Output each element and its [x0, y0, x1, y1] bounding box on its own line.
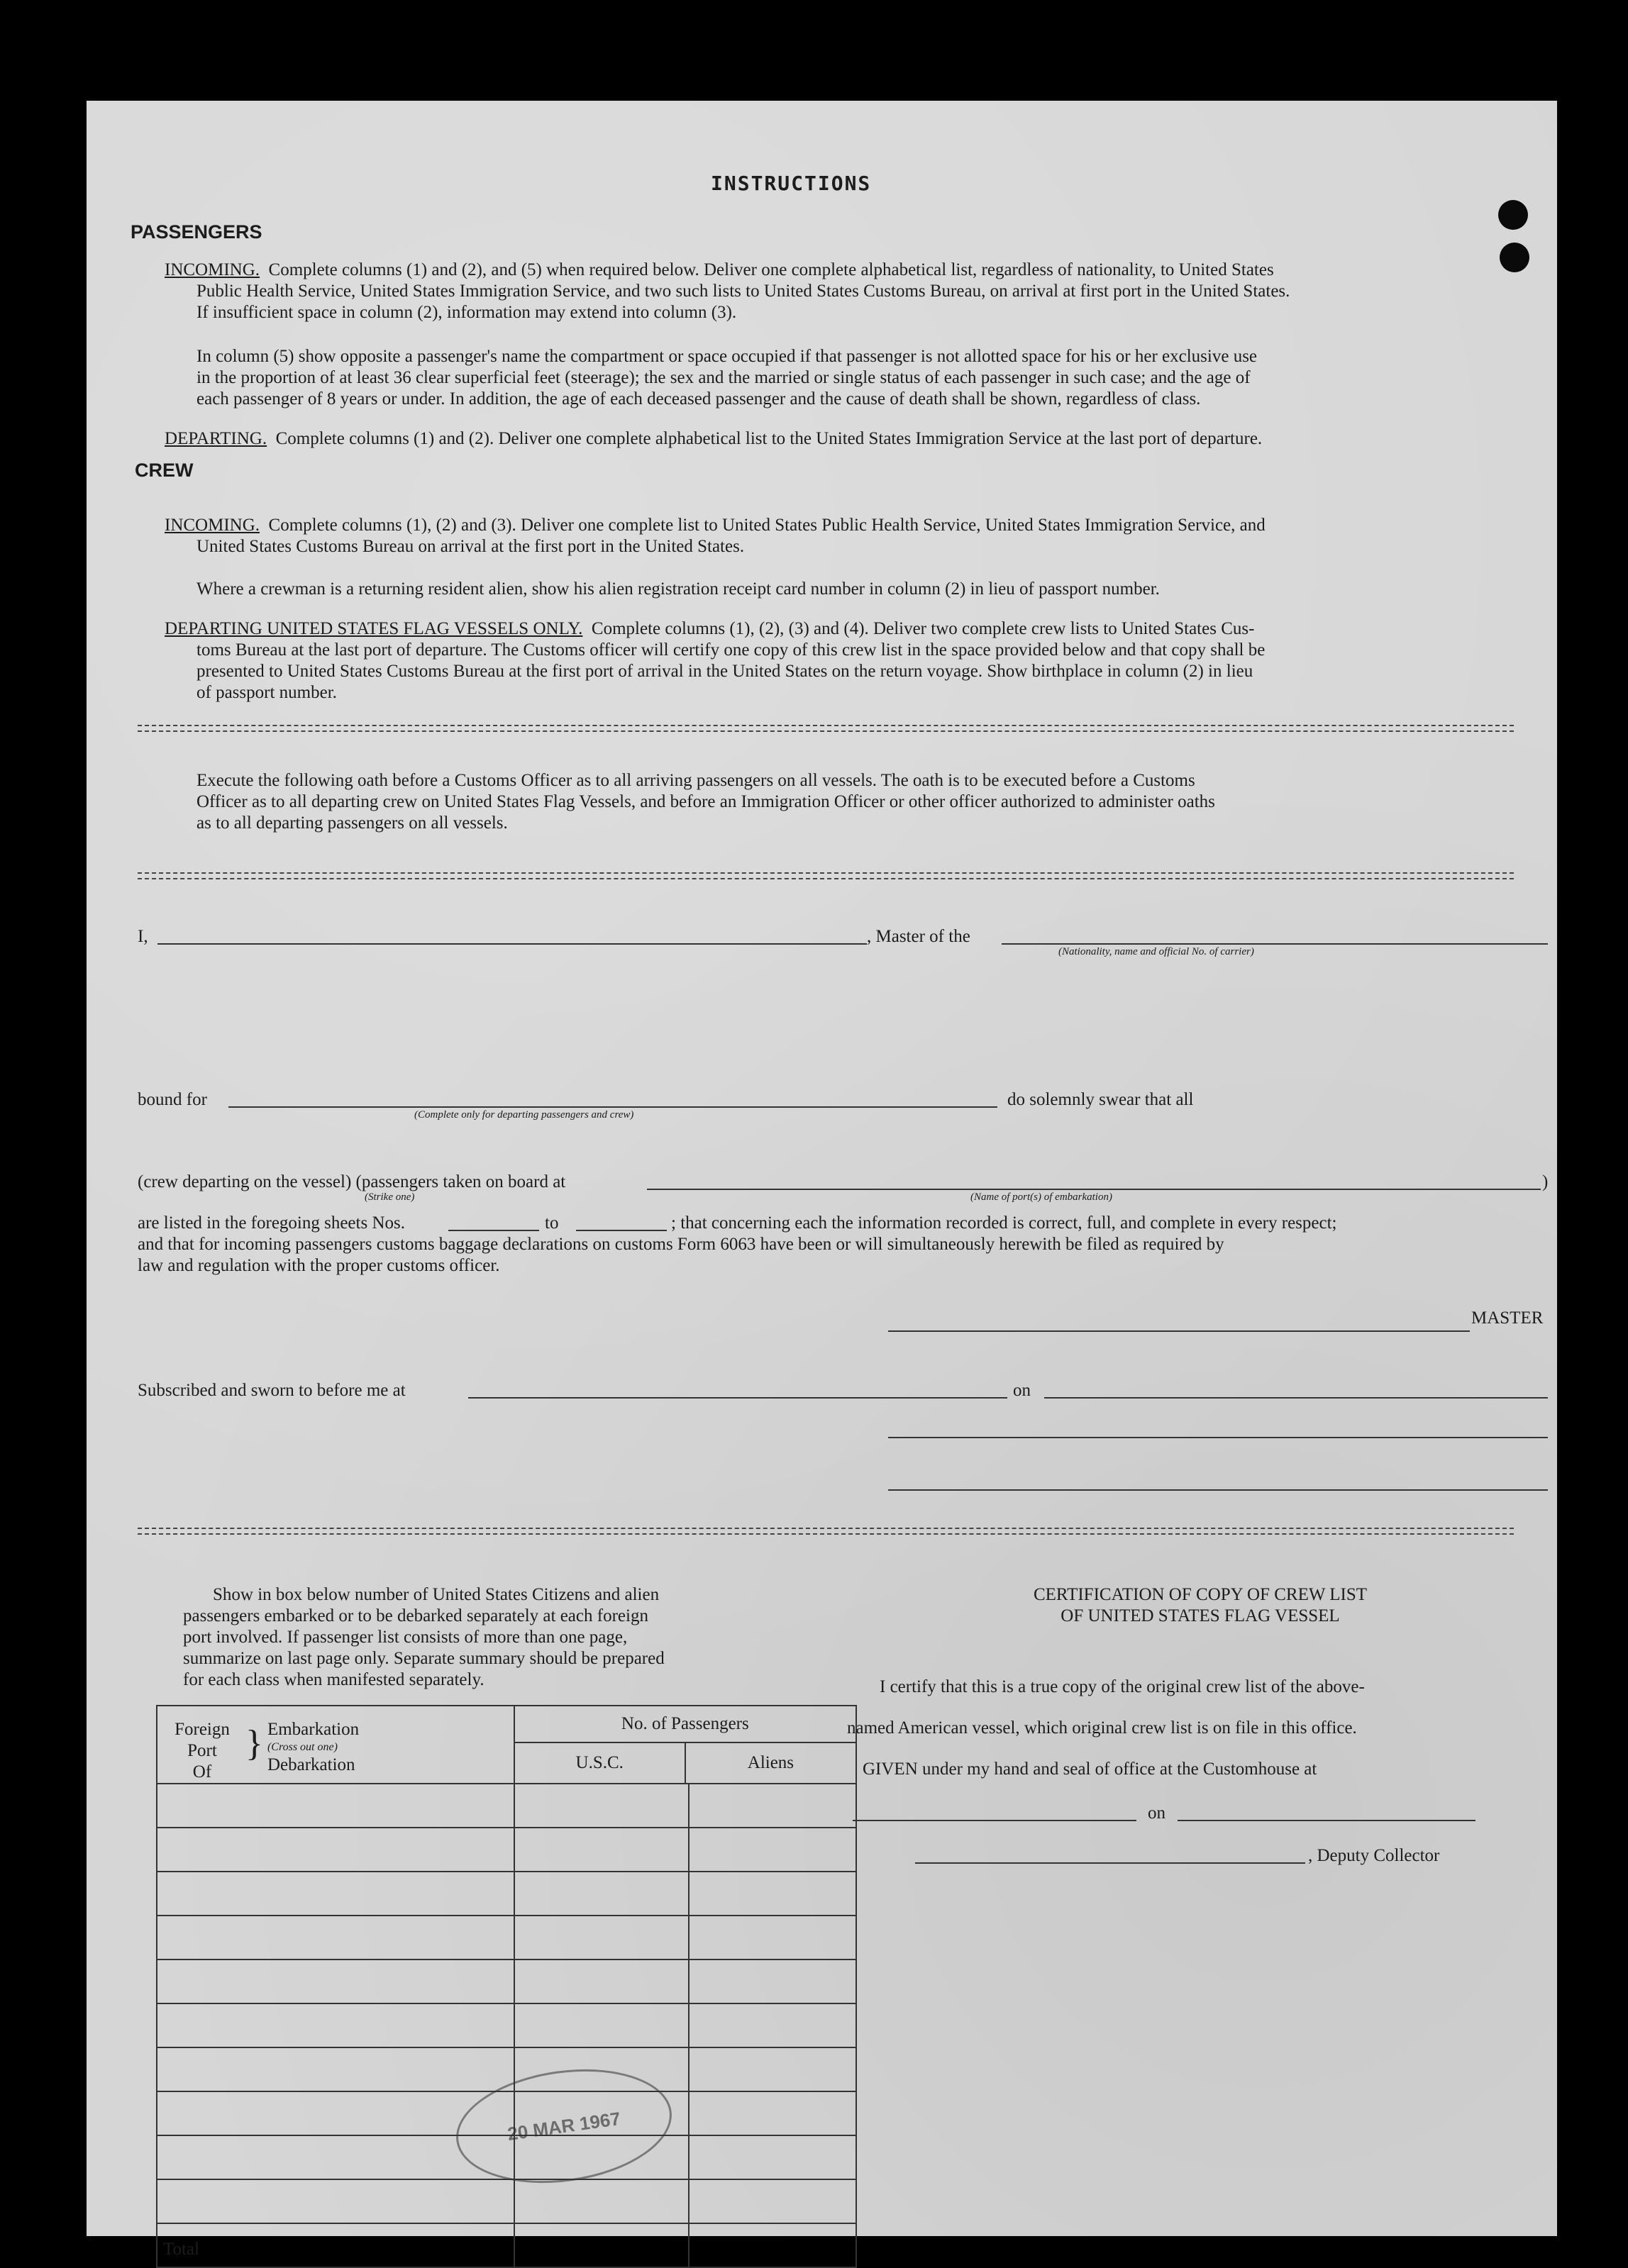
total-label: Total: [157, 2223, 514, 2267]
subscribed-label: Subscribed and sworn to before me at: [138, 1381, 406, 1400]
port-cell[interactable]: [157, 1828, 514, 1872]
close-paren: ): [1542, 1172, 1549, 1191]
table-row: [157, 1828, 856, 1872]
customhouse-field[interactable]: [853, 1820, 1136, 1821]
certify-line-2: named American vessel, which original crew list is on file in this office.: [847, 1718, 1357, 1738]
crew-incoming-line-2: United States Customs Bureau on arrival at the first port in the United States.: [196, 537, 745, 556]
port-header-label: [163, 1719, 241, 1783]
bound-for-label: bound for: [138, 1090, 207, 1109]
ports-note: (Name of port(s) of embarkation): [970, 1191, 1112, 1203]
passengers-incoming-line-2: Public Health Service, United States Immigration Service, and two such lists to United States Customs Bureau, on arrival at first port in the United States.: [196, 282, 1290, 301]
swear-text: do solemnly swear that all: [1007, 1090, 1194, 1109]
embarkation-label: Embarkation: [267, 1720, 360, 1739]
carrier-note: (Nationality, name and official No. of carrier): [1058, 946, 1254, 957]
usc-cell[interactable]: [514, 1828, 689, 1872]
master-label: MASTER: [1471, 1308, 1544, 1328]
certification-date-field[interactable]: [1178, 1820, 1475, 1821]
cross-out-note: (Cross out one): [267, 1741, 338, 1753]
oath-intro-line-3: as to all departing passengers on all vessels.: [196, 813, 508, 833]
master-of-label: , Master of the: [867, 927, 970, 946]
crew-incoming-label: INCOMING.: [165, 516, 260, 535]
usc-cell[interactable]: [514, 1784, 689, 1828]
sheet-to-field[interactable]: [576, 1230, 667, 1231]
baggage-line-1: and that for incoming passengers customs baggage declarations on customs Form 6063 have been or will simultaneously herewith be filed as required by: [138, 1235, 1224, 1254]
brace-icon: }: [245, 1723, 263, 1764]
table-row: [157, 2179, 856, 2223]
listed-sheets-label: are listed in the foregoing sheets Nos.: [138, 1213, 405, 1233]
sworn-date-field[interactable]: [1044, 1397, 1548, 1399]
total-usc-cell[interactable]: [514, 2223, 689, 2267]
certification-title-1: CERTIFICATION OF COPY OF CREW LIST: [1033, 1585, 1368, 1604]
baggage-line-2: law and regulation with the proper customs officer.: [138, 1256, 500, 1275]
oath-intro-line-2: Officer as to all departing crew on United States Flag Vessels, and before an Immigration Officer or other officer authorized to administer oaths: [196, 792, 1215, 811]
bound-for-note: (Complete only for departing passengers and crew): [414, 1109, 634, 1121]
port-cell[interactable]: [157, 1872, 514, 1916]
certification-on-label: on: [1148, 1803, 1165, 1823]
crew-departing-label: DEPARTING UNITED STATES FLAG VESSELS ONLY.: [165, 619, 583, 638]
punch-hole-top: [1498, 200, 1528, 230]
aliens-cell[interactable]: [689, 1916, 856, 1960]
table-row: [157, 1960, 856, 2003]
crew-departing-line-3: presented to United States Customs Bureau at the first port of arrival in the United States on the return voyage. Show birthplace in column (2) in lieu: [196, 662, 1253, 681]
crew-departing-phrase: (crew departing on the vessel) (passengers taken on board at: [138, 1172, 566, 1191]
passengers-departing-text: Complete columns (1) and (2). Deliver one complete alphabetical list to the United States Immigration Service at the last port of departure.: [275, 429, 1263, 448]
usc-cell[interactable]: [514, 1872, 689, 1916]
port-header-foreign: Foreign: [175, 1720, 230, 1739]
certify-line-1: I certify that this is a true copy of the original crew list of the above-: [880, 1677, 1365, 1696]
embarkation-ports-field[interactable]: [647, 1189, 1541, 1190]
certification-title-2: OF UNITED STATES FLAG VESSEL: [1061, 1606, 1340, 1625]
port-header-cell: [157, 1706, 514, 1784]
punch-hole-bottom: [1500, 243, 1529, 272]
total-aliens-cell[interactable]: [689, 2223, 856, 2267]
deputy-signature-field[interactable]: [915, 1862, 1305, 1864]
port-cell[interactable]: [157, 2179, 514, 2223]
separator-2: [138, 872, 1514, 879]
passengers-incoming: [165, 260, 1477, 281]
sworn-on-label: on: [1013, 1381, 1031, 1400]
usc-cell[interactable]: [514, 2003, 689, 2047]
master-signature-field[interactable]: [888, 1330, 1470, 1332]
crew-incoming: [165, 515, 1266, 536]
no-passengers-label: No. of Passengers: [515, 1706, 855, 1743]
listed-complete-text: ; that concerning each the information recorded is correct, full, and complete in every respect;: [671, 1213, 1337, 1233]
aliens-cell[interactable]: [689, 1960, 856, 2003]
sheet-from-field[interactable]: [448, 1230, 539, 1231]
aliens-cell[interactable]: [689, 2047, 856, 2091]
aliens-cell[interactable]: [689, 2003, 856, 2047]
bound-for-field[interactable]: [228, 1106, 997, 1108]
crew-heading: CREW: [135, 460, 194, 481]
crew-alien-text: Where a crewman is a returning resident alien, show his alien registration receipt card number in column (2) in lieu of passport number.: [196, 579, 1160, 599]
aliens-cell[interactable]: [689, 1828, 856, 1872]
crew-departing: [165, 618, 1254, 640]
table-row: [157, 1784, 856, 1828]
officer-signature-field-1[interactable]: [888, 1437, 1548, 1438]
separator-1: [138, 725, 1514, 732]
column5-line-1: In column (5) show opposite a passenger's name the compartment or space occupied if that passenger is not allotted space for his or her exclusive use: [196, 347, 1258, 366]
strike-one-note: (Strike one): [365, 1191, 415, 1203]
port-cell[interactable]: [157, 2003, 514, 2047]
master-name-field[interactable]: [157, 943, 867, 945]
crew-departing-line-4: of passport number.: [196, 683, 337, 702]
given-line: GIVEN under my hand and seal of office at the Customhouse at: [863, 1760, 1317, 1779]
passengers-incoming-label: INCOMING.: [165, 260, 260, 279]
passenger-count-header: [514, 1706, 856, 1784]
aliens-cell[interactable]: [689, 2091, 856, 2135]
document-sheet: [87, 101, 1557, 2259]
table-row: [157, 1872, 856, 1916]
deputy-collector-label: , Deputy Collector: [1308, 1846, 1440, 1865]
date-stamp-text: 20 MAR 1967: [506, 2107, 622, 2145]
summary-intro-line-5: for each class when manifested separately.: [183, 1670, 484, 1689]
page-title: INSTRUCTIONS: [711, 172, 872, 195]
aliens-cell[interactable]: [689, 1872, 856, 1916]
summary-intro-line-2: passengers embarked or to be debarked separately at each foreign: [183, 1606, 648, 1625]
passengers-heading: PASSENGERS: [131, 221, 262, 243]
port-cell[interactable]: [157, 2047, 514, 2091]
aliens-cell[interactable]: [689, 1784, 856, 1828]
usc-cell[interactable]: [514, 2179, 689, 2223]
carrier-field[interactable]: [1002, 943, 1548, 945]
summary-intro-line-4: summarize on last page only. Separate summary should be prepared: [183, 1649, 665, 1668]
port-header-port: Port: [187, 1741, 217, 1760]
column5-line-2: in the proportion of at least 36 clear superficial feet (steerage); the sex and the married or single status of each passenger in such case; and the age of: [196, 368, 1251, 387]
crew-incoming-line-1: Complete columns (1), (2) and (3). Deliver one complete list to United States Public Health Service, United States Immigration Service, and: [268, 516, 1266, 535]
port-cell[interactable]: [157, 1784, 514, 1828]
table-row: [157, 1916, 856, 1960]
passenger-summary-table: [156, 1705, 857, 2268]
officer-signature-field-2[interactable]: [888, 1489, 1548, 1491]
aliens-cell[interactable]: [689, 2135, 856, 2179]
debarkation-label: Debarkation: [267, 1755, 355, 1774]
crew-departing-line-1: Complete columns (1), (2), (3) and (4). Deliver two complete crew lists to United States Cus-: [591, 619, 1255, 638]
passengers-incoming-line-3: If insufficient space in column (2), information may extend into column (3).: [196, 303, 737, 322]
sworn-place-field[interactable]: [468, 1397, 1007, 1399]
table-row: [157, 2003, 856, 2047]
column5-line-3: each passenger of 8 years or under. In addition, the age of each deceased passenger and the cause of death shall be shown, regardless of class.: [196, 389, 1201, 408]
passengers-incoming-line-1: Complete columns (1) and (2), and (5) when required below. Deliver one complete alphabetical list, regardless of nationality, to United States: [268, 260, 1274, 279]
summary-intro-line-1: Show in box below number of United States Citizens and alien: [213, 1585, 660, 1604]
crew-departing-line-2: toms Bureau at the last port of departure. The Customs officer will certify one copy of this crew list in the space provided below and that copy shall be: [196, 640, 1266, 660]
summary-intro-line-3: port involved. If passenger list consists of more than one page,: [183, 1628, 628, 1647]
usc-cell[interactable]: [514, 1960, 689, 2003]
port-header-of: Of: [192, 1762, 212, 1781]
usc-cell[interactable]: [514, 1916, 689, 1960]
passengers-departing: [165, 428, 1262, 450]
separator-3: [138, 1528, 1514, 1535]
aliens-cell[interactable]: [689, 2179, 856, 2223]
usc-label: U.S.C.: [515, 1743, 686, 1783]
passengers-departing-label: DEPARTING.: [165, 429, 267, 448]
port-cell[interactable]: [157, 1916, 514, 1960]
port-cell[interactable]: [157, 1960, 514, 2003]
oath-i-label: I,: [138, 927, 148, 946]
listed-to-label: to: [545, 1213, 559, 1233]
aliens-label: Aliens: [747, 1753, 794, 1772]
oath-intro-line-1: Execute the following oath before a Customs Officer as to all arriving passengers on all vessels. The oath is to be executed before a Customs: [196, 771, 1195, 790]
